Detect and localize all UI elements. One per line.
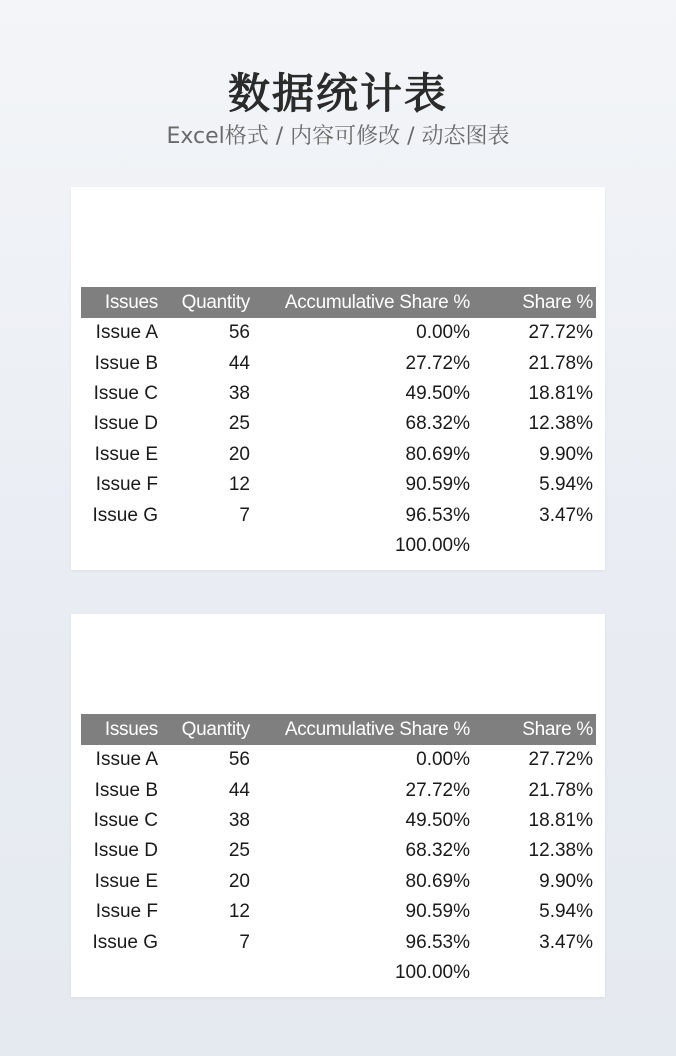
cell-accumulative-share: 100.00% — [394, 961, 470, 983]
cell-share: 21.78% — [528, 779, 593, 801]
table-row — [81, 379, 596, 409]
cell-share: 5.94% — [539, 474, 593, 496]
cell-issue — [81, 958, 161, 988]
cell-quantity: 44 — [228, 779, 250, 801]
cell-quantity — [161, 531, 253, 561]
cell-issue: Issue D — [93, 840, 158, 862]
table-row — [81, 806, 596, 836]
table-row — [81, 440, 596, 470]
cell-share: 21.78% — [528, 352, 593, 374]
column-header-quantity: Quantity — [161, 287, 253, 318]
page-title: 数据统计表 — [227, 69, 448, 118]
cell-accumulative-share: 27.72% — [405, 352, 470, 374]
cell-quantity: 56 — [228, 749, 250, 771]
cell-share: 27.72% — [528, 749, 593, 771]
table-row — [81, 836, 596, 866]
table-row — [81, 500, 596, 530]
cell-share: 12.38% — [528, 413, 593, 435]
cell-accumulative-share: 96.53% — [405, 931, 470, 953]
cell-accumulative-share: 68.32% — [405, 413, 470, 435]
cell-share — [473, 958, 596, 988]
cell-accumulative-share: 96.53% — [405, 504, 470, 526]
data-table-2 — [81, 714, 596, 988]
cell-share: 9.90% — [539, 443, 593, 465]
cell-quantity: 25 — [228, 413, 250, 435]
cell-share: 9.90% — [539, 870, 593, 892]
cell-quantity — [161, 958, 253, 988]
cell-issue: Issue E — [94, 443, 158, 465]
page-subtitle: Excel格式 / 内容可修改 / 动态图表 — [166, 124, 510, 149]
cell-quantity: 7 — [239, 931, 250, 953]
cell-accumulative-share: 90.59% — [405, 474, 470, 496]
data-table-1 — [81, 287, 596, 561]
cell-accumulative-share: 80.69% — [405, 443, 470, 465]
cell-accumulative-share: 49.50% — [405, 809, 470, 831]
cell-issue: Issue B — [94, 352, 158, 374]
column-header-share: Share % — [473, 714, 596, 745]
cell-accumulative-share: 0.00% — [416, 749, 470, 771]
table-row — [81, 897, 596, 927]
table-row — [81, 958, 596, 988]
table-row — [81, 927, 596, 957]
cell-quantity: 38 — [228, 809, 250, 831]
cell-issue: Issue F — [95, 474, 158, 496]
cell-accumulative-share: 90.59% — [405, 901, 470, 923]
cell-issue: Issue A — [95, 749, 158, 771]
table-row — [81, 470, 596, 500]
table-header-row — [81, 714, 596, 745]
cell-quantity: 44 — [228, 352, 250, 374]
column-header-issues: Issues — [81, 287, 161, 318]
cell-share: 5.94% — [539, 901, 593, 923]
cell-accumulative-share: 0.00% — [416, 322, 470, 344]
column-header-accumulative: Accumulative Share % — [253, 714, 473, 745]
cell-issue — [81, 531, 161, 561]
cell-quantity: 20 — [228, 870, 250, 892]
cell-issue: Issue G — [92, 504, 158, 526]
cell-quantity: 12 — [228, 474, 250, 496]
cell-issue: Issue G — [92, 931, 158, 953]
cell-quantity: 7 — [239, 504, 250, 526]
cell-issue: Issue E — [94, 870, 158, 892]
cell-issue: Issue A — [95, 322, 158, 344]
table-row — [81, 531, 596, 561]
cell-issue: Issue F — [95, 901, 158, 923]
cell-quantity: 12 — [228, 901, 250, 923]
table-row — [81, 318, 596, 348]
cell-accumulative-share: 68.32% — [405, 840, 470, 862]
cell-accumulative-share: 49.50% — [405, 382, 470, 404]
table-header-row — [81, 287, 596, 318]
cell-share: 3.47% — [539, 504, 593, 526]
cell-share: 18.81% — [528, 809, 593, 831]
cell-share — [473, 531, 596, 561]
cell-accumulative-share: 27.72% — [405, 779, 470, 801]
table-row — [81, 867, 596, 897]
cell-issue: Issue D — [93, 413, 158, 435]
cell-issue: Issue C — [93, 382, 158, 404]
cell-accumulative-share: 100.00% — [394, 534, 470, 556]
table-row — [81, 348, 596, 378]
cell-share: 18.81% — [528, 382, 593, 404]
cell-accumulative-share: 80.69% — [405, 870, 470, 892]
cell-quantity: 20 — [228, 443, 250, 465]
cell-share: 12.38% — [528, 840, 593, 862]
cell-quantity: 56 — [228, 322, 250, 344]
table-row — [81, 409, 596, 439]
cell-quantity: 38 — [228, 382, 250, 404]
column-header-issues: Issues — [81, 714, 161, 745]
cell-quantity: 25 — [228, 840, 250, 862]
table-row — [81, 775, 596, 805]
cell-share: 3.47% — [539, 931, 593, 953]
table-card-2 — [71, 614, 605, 997]
cell-share: 27.72% — [528, 322, 593, 344]
column-header-accumulative: Accumulative Share % — [253, 287, 473, 318]
table-card-1 — [71, 187, 605, 570]
cell-issue: Issue C — [93, 809, 158, 831]
table-row — [81, 745, 596, 775]
cell-issue: Issue B — [94, 779, 158, 801]
column-header-share: Share % — [473, 287, 596, 318]
column-header-quantity: Quantity — [161, 714, 253, 745]
